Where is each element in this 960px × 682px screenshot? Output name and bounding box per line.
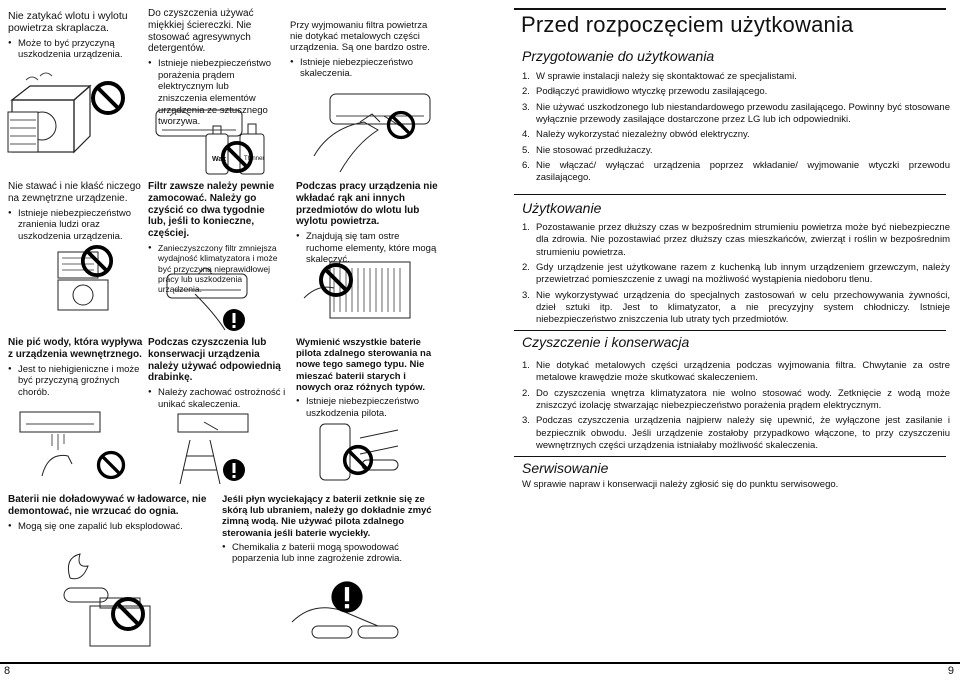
list-item [522, 388, 950, 413]
section-rule [514, 456, 946, 457]
prohibition-icon [110, 596, 146, 632]
list-item-text: W sprawie instalacji należy się skontaktować ze specjalistami. [536, 71, 797, 82]
warning-block-filter-metal [290, 20, 438, 80]
thinner-label: Thinner [244, 156, 265, 162]
block-title: Nie stawać i nie kłaść niczego na zewnętrzne urządzenie. [8, 181, 141, 204]
block-bullet: ● Istnieje niebezpieczeństwo porażenia prądem elektrycznym lub zniszczenia elementów urządzenia ze sztucznego tworzywa. [148, 58, 280, 127]
page-number-right: 9 [947, 665, 954, 677]
list-item-text: Do czyszczenia wnętrza klimatyzatora nie wolno stosować wody. Zetknięcie z wodą może zniszczyć izolację stwarzając niebezpieczeństwo porażenia prądem elektrycznym. [536, 387, 950, 412]
list-item-number: 5. [522, 144, 530, 156]
list-item [522, 86, 950, 98]
block-title: Wymienić wszystkie baterie pilota zdalnego sterowania na nowe tego samego typu. Nie mieszać baterii starych i nowych oraz różnych typów. [296, 337, 432, 393]
usage-list [522, 222, 950, 330]
list-item-text: Pozostawanie przez dłuższy czas w bezpośrednim strumieniu powietrza może być niebezpieczne dla zdrowia. Nie pozostawiać przez dłuższy czas mieszkańców, zwierząt i roślin w bezpośrednim strumieniu powietrza. [536, 222, 950, 258]
list-item-number: 3. [522, 101, 530, 113]
list-item [522, 222, 950, 259]
heading-rule [514, 8, 946, 10]
block-bullet: ● Znajdują się tam ostre ruchome elementy, które mogą skaleczyć. [296, 231, 438, 266]
block-bullet: ● Chemikalia z baterii mogą spowodować poparzenia lub inne zagrożenie zdrowia. [222, 542, 442, 565]
list-item-number: 1. [522, 71, 530, 82]
service-text: W sprawie napraw i konserwacji należy zgłosić się do punktu serwisowego. [522, 479, 839, 490]
list-item-text: Nie stosować przedłużaczy. [536, 144, 653, 156]
block-bullet: ● Istnieje niebezpieczeństwo uszkodzenia pilota. [296, 396, 438, 419]
list-item [522, 145, 950, 157]
list-item-text: Nie włączać/ wyłączać urządzenia poprzez wkładanie/ wyjmowanie wtyczki przewodu zasilającego. [536, 160, 950, 184]
list-item-text: Nie wykorzystywać urządzenia do specjalnych zastosowań w celu przechowywania żywności, dzieł sztuki itp. Jest to klimatyzator, a nie precyzyjny system chłodniczy. Istnieje niebezpieczeństwo zniszczenia lub utraty tych przedmiotów. [536, 289, 950, 326]
list-item-number: 3. [522, 289, 530, 301]
warning-block-drinking-water [8, 337, 143, 398]
block-bullet: ● Jest to niehigieniczne i może być przyczyną groźnych chorób. [8, 364, 143, 399]
block-title: Jeśli płyn wyciekający z baterii zetknie się ze skórą lub ubraniem, należy go dokładnie zmyć zimną wodą. Nie używać pilota zdalnego sterowania jeśli baterie wyciekły. [222, 494, 432, 539]
block-title: Przy wyjmowaniu filtra powietrza nie dotykać metalowych części urządzenia. Są one bardzo ostre. [290, 20, 430, 54]
list-item-number: 1. [522, 222, 530, 233]
list-item [522, 290, 950, 327]
block-title: Podczas pracy urządzenia nie wkładać rąk ani innych przedmiotów do wlotu lub wylotu powietrza. [296, 181, 438, 228]
list-item [522, 129, 950, 141]
person-on-unit-illustration [28, 246, 130, 314]
block-bullet: ● Należy zachować ostrożność i unikać skaleczenia. [148, 387, 290, 410]
list-item-number: 2. [522, 387, 530, 399]
list-item-number: 2. [522, 262, 530, 274]
list-item-text: Nie dotykać metalowych części urządzenia podczas wyjmowania filtra. Chwytanie za ostre metalowe krawędzie może skutkować skaleczeniem. [536, 360, 950, 384]
block-bullet: ● Może to być przyczyną uszkodzenia urządzenia. [8, 38, 143, 61]
list-item-number: 6. [522, 160, 530, 172]
list-item-text: Należy wykorzystać niezależny obwód elektryczny. [536, 129, 750, 141]
block-title: Nie zatykać wlotu i wylotu powietrza skraplacza. [8, 10, 128, 35]
list-item [522, 415, 950, 452]
prohibition-icon [318, 262, 354, 298]
list-item [522, 71, 950, 83]
cleaning-products-illustration [150, 100, 280, 182]
warning-block-battery-leak [222, 494, 442, 565]
ladder-cleaning-illustration [160, 410, 280, 486]
preparation-list [522, 71, 950, 188]
list-item-text: Nie używać uszkodzonego lub niestandardowego przewodu zasilającego. Powinny być stosowane wyłącznie przewody zasilające dostarczone przez LG lub ich odpowiedniki. [536, 101, 950, 126]
block-title: Filtr zawsze należy pewnie zamocować. Należy go czyścić co dwa tygodnie lub, jeśli to konieczne, częściej. [148, 181, 275, 240]
block-bullet: ● Mogą się one zapalić lub eksplodować. [8, 521, 208, 533]
block-title: Nie pić wody, która wypływa z urządzenia wewnętrznego. [8, 337, 143, 360]
warning-icon [330, 580, 364, 614]
filter-removal-illustration [300, 86, 438, 176]
block-bullet: ● Istnieje niebezpieczeństwo skaleczenia. [290, 57, 438, 80]
block-bullet: ● Istnieje niebezpieczeństwo zranienia ludzi oraz uszkodzenia urządzenia. [8, 208, 143, 243]
section-title-usage: Użytkowanie [522, 200, 602, 216]
prohibition-icon [80, 244, 114, 278]
list-item [522, 360, 950, 385]
prohibition-icon [220, 140, 254, 174]
block-bullet: ● Zanieczyszczony filtr zmniejsza wydajność klimatyzatora i może być przyczyną nieprawidłowej pracy lub uszkodzenia urządzenia. [148, 243, 283, 295]
list-item-number: 4. [522, 129, 530, 141]
block-title: Podczas czyszczenia lub konserwacji urządzenia należy używać odpowiednią drabinkę. [148, 337, 281, 384]
list-item-number: 1. [522, 360, 530, 371]
section-rule [514, 194, 946, 195]
warning-block-batteries-charge [8, 494, 208, 532]
list-item [522, 102, 950, 127]
prohibition-icon [386, 110, 416, 140]
section-rule [514, 330, 946, 331]
list-item-number: 3. [522, 415, 530, 427]
warning-icon [222, 308, 246, 332]
warning-block-outdoor-unit [8, 181, 143, 242]
block-title: Do czyszczenia używać miękkiej ściereczki. Nie stosować agresywnych detergentów. [148, 8, 254, 55]
list-item [522, 160, 950, 185]
page-heading: Przed rozpoczęciem użytkowania [521, 12, 854, 37]
warning-icon [222, 458, 246, 482]
section-title-preparation: Przygotowanie do użytkowania [522, 48, 715, 64]
battery-fire-illustration [40, 548, 168, 648]
dirty-filter-illustration [155, 264, 280, 334]
prohibition-icon [90, 80, 126, 116]
warning-block-ladder [148, 337, 290, 410]
list-item-number: 2. [522, 86, 530, 98]
list-item-text: Gdy urządzenie jest użytkowane razem z kuchenką lub innym urządzeniem grzewczym, należy przewietrzać pomieszczenie z uwagi na możliwość wystąpienia niedoboru tlenu. [536, 262, 950, 286]
page-footer-rule [0, 662, 960, 664]
block-title: Baterii nie doładowywać w ładowarce, nie demontować, nie wrzucać do ognia. [8, 494, 207, 517]
prohibition-icon [96, 450, 126, 480]
list-item-text: Podłączyć prawidłowo wtyczkę przewodu zasilającego. [536, 86, 768, 98]
warning-block-inlet-outlet [8, 10, 143, 61]
list-item [522, 262, 950, 287]
warning-block-batteries-replace [296, 337, 438, 419]
prohibition-icon [342, 444, 374, 476]
list-item-text: Podczas czyszczenia urządzenia najpierw należy się upewnić, że wyłączone jest zasilanie i bezpiecznik obwodu. Jeśli urządzenie zostałoby przypadkowo włączone, to przy czyszczeniu wewnętrznych części urządzenia istniałaby możliwość skaleczenia. [536, 415, 950, 452]
wax-label: Wax [212, 156, 227, 163]
section-title-cleaning: Czyszczenie i konserwacja [522, 334, 690, 350]
page-number-left: 8 [4, 665, 11, 677]
section-title-service: Serwisowanie [522, 460, 609, 476]
cleaning-list [522, 360, 950, 455]
